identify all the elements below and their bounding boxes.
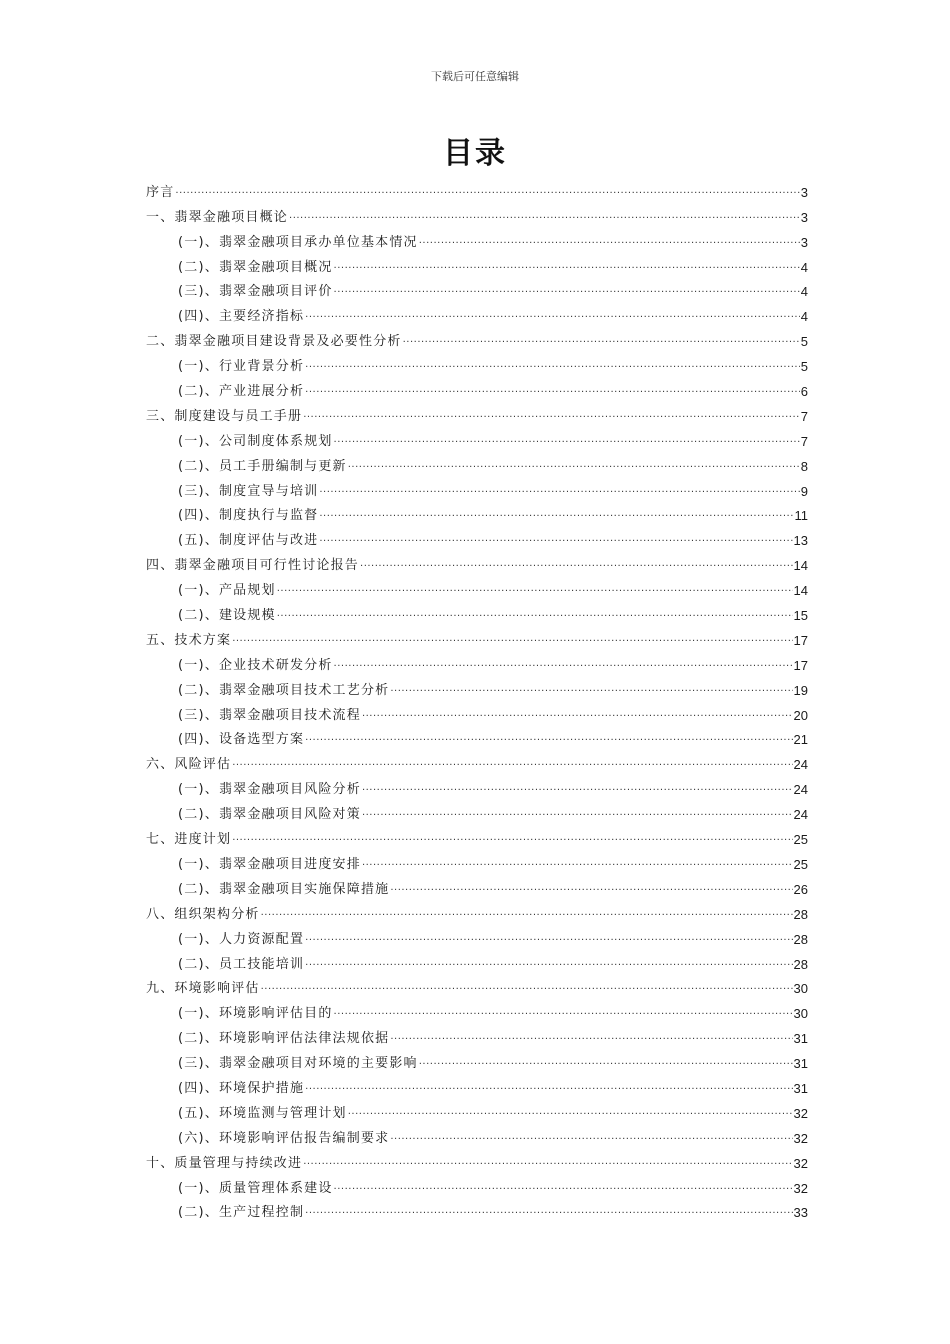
toc-entry-label: 二、翡翠金融项目建设背景及必要性分析 <box>146 334 402 350</box>
toc-entry-label: (四)、主要经济指标 <box>178 309 305 325</box>
toc-dot-leader <box>319 506 793 522</box>
toc-entry-page-number: 9 <box>800 483 808 499</box>
toc-entry-page-number: 24 <box>793 807 808 823</box>
toc-dot-leader <box>390 1129 792 1145</box>
toc-entry-page-number: 28 <box>793 956 808 972</box>
toc-entry-label: (五)、环境监测与管理计划 <box>178 1105 347 1121</box>
toc-entry-page-number: 21 <box>793 732 808 748</box>
toc-entry-subsection[interactable] <box>146 574 808 599</box>
toc-entry-page-number: 4 <box>800 309 808 325</box>
toc-dot-leader <box>232 830 792 846</box>
toc-entry-subsection[interactable] <box>146 276 808 301</box>
toc-dot-leader <box>305 930 792 946</box>
toc-entry-page-number: 33 <box>793 1205 808 1221</box>
toc-entry-page-number: 14 <box>793 583 808 599</box>
toc-entry-subsection[interactable] <box>146 375 808 400</box>
toc-entry-page-number: 32 <box>793 1180 808 1196</box>
toc-dot-leader <box>334 258 800 274</box>
toc-dot-leader <box>303 1154 792 1170</box>
toc-entry-page-number: 17 <box>793 657 808 673</box>
toc-entry-subsection[interactable] <box>146 1172 808 1197</box>
toc-entry-label: (一)、公司制度体系规划 <box>178 433 333 449</box>
toc-dot-leader <box>319 482 799 498</box>
toc-entry-subsection[interactable] <box>146 923 808 948</box>
toc-entry-label: (一)、产品规划 <box>178 583 276 599</box>
toc-entry-page-number: 31 <box>793 1031 808 1047</box>
toc-dot-leader <box>305 307 800 323</box>
toc-entry-section[interactable] <box>146 748 808 773</box>
toc-dot-leader <box>289 208 800 224</box>
toc-entry-page-number: 4 <box>800 259 808 275</box>
toc-entry-page-number: 5 <box>800 334 808 350</box>
toc-list <box>146 176 808 1221</box>
toc-entry-label: (四)、制度执行与监督 <box>178 508 319 524</box>
toc-entry-page-number: 3 <box>800 209 808 225</box>
toc-dot-leader <box>305 357 800 373</box>
toc-dot-leader <box>334 282 800 298</box>
toc-entry-page-number: 24 <box>793 782 808 798</box>
toc-dot-leader <box>319 531 792 547</box>
toc-entry-subsection[interactable] <box>146 450 808 475</box>
toc-dot-leader <box>305 1079 792 1095</box>
toc-entry-subsection[interactable] <box>146 300 808 325</box>
toc-entry-page-number: 32 <box>793 1155 808 1171</box>
toc-entry-page-number: 11 <box>794 508 808 524</box>
toc-entry-subsection[interactable] <box>146 500 808 525</box>
toc-entry-page-number: 19 <box>793 682 808 698</box>
toc-entry-label: (二)、产业进展分析 <box>178 384 305 400</box>
toc-entry-subsection[interactable] <box>146 425 808 450</box>
toc-entry-section[interactable] <box>146 201 808 226</box>
toc-entry-subsection[interactable] <box>146 1197 808 1222</box>
toc-entry-page-number: 25 <box>793 832 808 848</box>
toc-dot-leader <box>362 805 793 821</box>
toc-entry-label: 三、制度建设与员工手册 <box>146 408 303 424</box>
toc-entry-label: (五)、制度评估与改进 <box>178 533 319 549</box>
toc-entry-section[interactable] <box>146 823 808 848</box>
toc-dot-leader <box>277 581 793 597</box>
toc-dot-leader <box>390 681 792 697</box>
toc-entry-label: (二)、员工手册编制与更新 <box>178 458 347 474</box>
toc-entry-subsection[interactable] <box>146 599 808 624</box>
toc-entry-subsection[interactable] <box>146 649 808 674</box>
toc-entry-subsection[interactable] <box>146 475 808 500</box>
toc-entry-label: 五、技术方案 <box>146 632 232 648</box>
toc-entry-label: 九、环境影响评估 <box>146 981 260 997</box>
toc-entry-label: (一)、翡翠金融项目风险分析 <box>178 782 361 798</box>
toc-entry-section[interactable] <box>146 973 808 998</box>
toc-entry-page-number: 31 <box>793 1056 808 1072</box>
page-title: 目录 <box>443 136 507 171</box>
toc-entry-section[interactable] <box>146 325 808 350</box>
toc-entry-subsection[interactable] <box>146 1047 808 1072</box>
toc-dot-leader <box>175 183 799 199</box>
toc-dot-leader <box>348 1104 793 1120</box>
toc-dot-leader <box>362 706 793 722</box>
toc-entry-subsection[interactable] <box>146 997 808 1022</box>
toc-entry-page-number: 26 <box>793 881 808 897</box>
toc-entry-label: (二)、翡翠金融项目技术工艺分析 <box>178 682 390 698</box>
toc-entry-section[interactable] <box>146 176 808 201</box>
toc-entry-label: (一)、行业背景分析 <box>178 359 305 375</box>
toc-entry-label: 六、风险评估 <box>146 757 232 773</box>
toc-dot-leader <box>232 631 792 647</box>
toc-entry-page-number: 32 <box>793 1130 808 1146</box>
toc-entry-label: 序言 <box>146 184 175 200</box>
toc-entry-subsection[interactable] <box>146 1022 808 1047</box>
toc-dot-leader <box>334 1004 793 1020</box>
toc-dot-leader <box>232 755 792 771</box>
toc-entry-page-number: 28 <box>793 931 808 947</box>
toc-entry-subsection[interactable] <box>146 798 808 823</box>
toc-entry-label: (一)、企业技术研发分析 <box>178 657 333 673</box>
toc-dot-leader <box>305 382 800 398</box>
toc-dot-leader <box>334 1179 793 1195</box>
toc-dot-leader <box>390 880 792 896</box>
toc-dot-leader <box>261 979 793 995</box>
toc-entry-label: (一)、质量管理体系建设 <box>178 1180 333 1196</box>
toc-entry-page-number: 6 <box>800 384 808 400</box>
toc-dot-leader <box>305 1203 792 1219</box>
toc-entry-page-number: 8 <box>800 458 808 474</box>
toc-entry-label: (二)、翡翠金融项目实施保障措施 <box>178 881 390 897</box>
toc-entry-page-number: 25 <box>793 856 808 872</box>
toc-entry-label: (二)、建设规模 <box>178 608 276 624</box>
toc-entry-label: 十、质量管理与持续改进 <box>146 1155 303 1171</box>
toc-dot-leader <box>305 730 792 746</box>
toc-entry-label: (三)、翡翠金融项目对环境的主要影响 <box>178 1056 418 1072</box>
toc-entry-label: (一)、人力资源配置 <box>178 931 305 947</box>
toc-dot-leader <box>305 955 792 971</box>
toc-dot-leader <box>419 1054 793 1070</box>
toc-entry-label: (二)、翡翠金融项目风险对策 <box>178 807 361 823</box>
toc-entry-label: (二)、生产过程控制 <box>178 1205 305 1221</box>
toc-entry-subsection[interactable] <box>146 699 808 724</box>
toc-dot-leader <box>419 233 800 249</box>
toc-entry-label: 四、翡翠金融项目可行性讨论报告 <box>146 558 360 574</box>
toc-entry-label: (一)、翡翠金融项目承办单位基本情况 <box>178 234 418 250</box>
toc-entry-page-number: 14 <box>793 558 808 574</box>
toc-entry-page-number: 28 <box>793 906 808 922</box>
toc-entry-page-number: 24 <box>793 757 808 773</box>
toc-entry-page-number: 15 <box>793 608 808 624</box>
toc-dot-leader <box>303 407 800 423</box>
toc-entry-label: (四)、设备选型方案 <box>178 732 305 748</box>
toc-entry-section[interactable] <box>146 1147 808 1172</box>
toc-entry-subsection[interactable] <box>146 674 808 699</box>
toc-entry-page-number: 13 <box>793 533 808 549</box>
toc-dot-leader <box>261 905 793 921</box>
toc-dot-leader <box>277 606 793 622</box>
toc-dot-leader <box>362 780 793 796</box>
toc-dot-leader <box>362 855 793 871</box>
toc-dot-leader <box>403 332 800 348</box>
toc-entry-label: (三)、制度宣导与培训 <box>178 483 319 499</box>
toc-entry-section[interactable] <box>146 624 808 649</box>
toc-entry-subsection[interactable] <box>146 724 808 749</box>
toc-entry-label: (二)、员工技能培训 <box>178 956 305 972</box>
toc-entry-page-number: 5 <box>800 359 808 375</box>
toc-entry-label: 一、翡翠金融项目概论 <box>146 209 289 225</box>
toc-entry-label: 八、组织架构分析 <box>146 906 260 922</box>
toc-entry-page-number: 31 <box>793 1080 808 1096</box>
toc-dot-leader <box>348 457 800 473</box>
toc-entry-page-number: 20 <box>793 707 808 723</box>
toc-entry-subsection[interactable] <box>146 873 808 898</box>
toc-entry-label: (四)、环境保护措施 <box>178 1080 305 1096</box>
toc-entry-section[interactable] <box>146 400 808 425</box>
toc-entry-page-number: 3 <box>800 184 808 200</box>
toc-entry-subsection[interactable] <box>146 226 808 251</box>
toc-entry-page-number: 30 <box>793 1006 808 1022</box>
toc-entry-label: 七、进度计划 <box>146 832 232 848</box>
toc-entry-label: (一)、翡翠金融项目进度安排 <box>178 856 361 872</box>
toc-entry-subsection[interactable] <box>146 1072 808 1097</box>
toc-entry-page-number: 32 <box>793 1105 808 1121</box>
toc-entry-subsection[interactable] <box>146 251 808 276</box>
toc-entry-label: (二)、翡翠金融项目概况 <box>178 259 333 275</box>
toc-entry-subsection[interactable] <box>146 1097 808 1122</box>
toc-dot-leader <box>390 1029 792 1045</box>
toc-entry-label: (一)、环境影响评估目的 <box>178 1006 333 1022</box>
toc-entry-section[interactable] <box>146 549 808 574</box>
toc-entry-page-number: 30 <box>793 981 808 997</box>
toc-entry-label: (三)、翡翠金融项目技术流程 <box>178 707 361 723</box>
toc-entry-subsection[interactable] <box>146 524 808 549</box>
toc-entry-label: (二)、环境影响评估法律法规依据 <box>178 1031 390 1047</box>
toc-dot-leader <box>334 656 793 672</box>
toc-entry-subsection[interactable] <box>146 773 808 798</box>
toc-entry-page-number: 7 <box>800 433 808 449</box>
toc-entry-page-number: 4 <box>800 284 808 300</box>
toc-dot-leader <box>334 432 800 448</box>
toc-entry-subsection[interactable] <box>146 948 808 973</box>
toc-entry-page-number: 3 <box>800 234 808 250</box>
toc-entry-page-number: 7 <box>800 408 808 424</box>
header-note: 下载后可任意编辑 <box>431 70 519 83</box>
toc-entry-page-number: 17 <box>793 632 808 648</box>
toc-entry-label: (三)、翡翠金融项目评价 <box>178 284 333 300</box>
toc-entry-subsection[interactable] <box>146 350 808 375</box>
toc-entry-subsection[interactable] <box>146 848 808 873</box>
toc-entry-subsection[interactable] <box>146 1122 808 1147</box>
toc-entry-section[interactable] <box>146 898 808 923</box>
toc-entry-label: (六)、环境影响评估报告编制要求 <box>178 1130 390 1146</box>
toc-dot-leader <box>360 556 793 572</box>
